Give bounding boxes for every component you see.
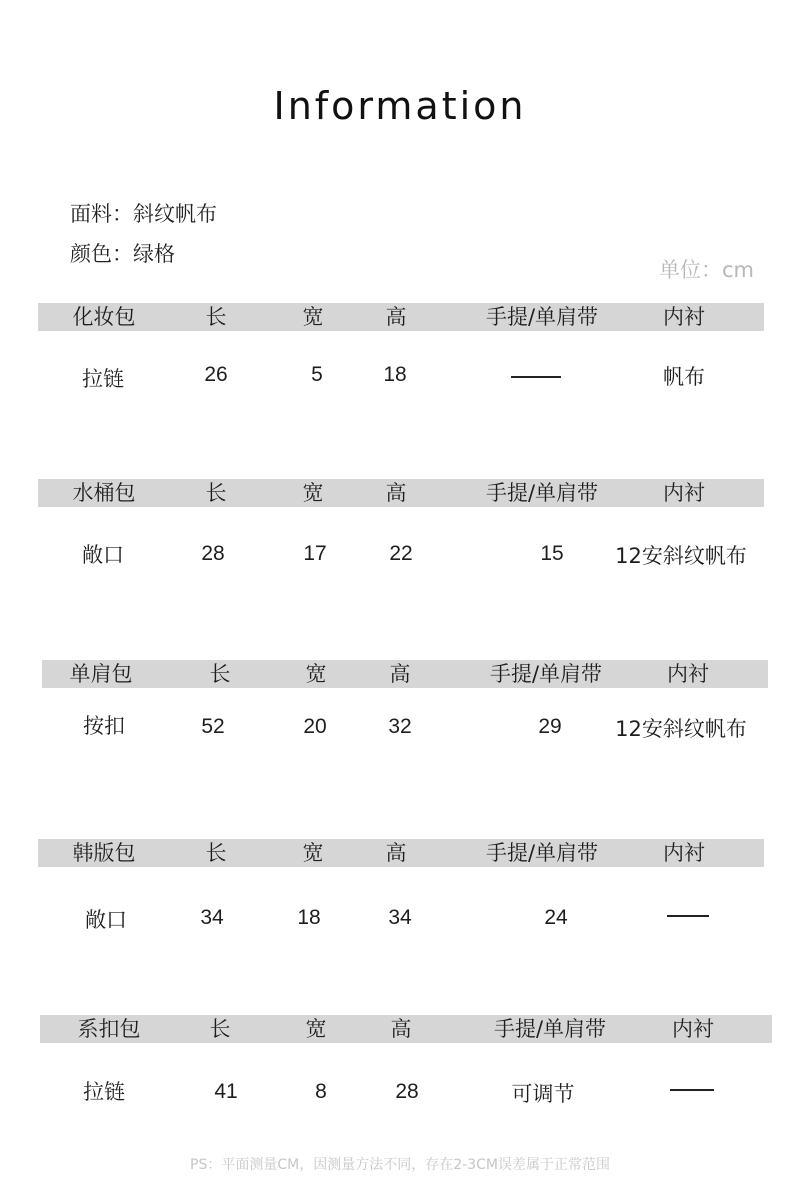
- value-closure: 按扣: [83, 714, 125, 738]
- fabric-info: 面料：斜纹帆布: [70, 202, 217, 226]
- header-bag-type: 韩版包: [72, 841, 136, 865]
- value-height: 32: [388, 715, 412, 738]
- page-title: Information: [273, 84, 527, 128]
- header-strap: 手提/单肩带: [485, 841, 599, 865]
- header-strap: 手提/单肩带: [485, 481, 599, 505]
- value-width: 8: [315, 1080, 327, 1103]
- value-height: 28: [395, 1080, 419, 1103]
- value-closure: 敞口: [82, 543, 124, 567]
- header-lining: 内衬: [672, 1017, 714, 1041]
- value-closure: 拉链: [83, 1080, 125, 1104]
- spec-table-shoulder-bag: [0, 660, 800, 780]
- value-length: 52: [201, 715, 225, 738]
- header-lining: 内衬: [663, 841, 705, 865]
- value-strap-dash: [511, 376, 561, 378]
- value-height: 22: [389, 542, 413, 565]
- footer-note: PS：平面测量CM，因测量方法不同，存在2-3CM误差属于正常范围: [190, 1157, 610, 1173]
- unit-label: 单位：cm: [658, 258, 754, 282]
- spec-table-korean-bag: [0, 839, 800, 959]
- header-strap: 手提/单肩带: [489, 662, 603, 686]
- value-length: 28: [201, 542, 225, 565]
- spec-table-bucket-bag: [0, 479, 800, 599]
- value-width: 17: [303, 542, 327, 565]
- value-length: 26: [204, 363, 228, 386]
- header-width: 宽: [302, 481, 324, 505]
- header-height: 高: [385, 305, 407, 329]
- header-width: 宽: [305, 1017, 327, 1041]
- header-height: 高: [390, 1017, 412, 1041]
- spec-table-button-bag: [0, 1015, 800, 1135]
- header-strap: 手提/单肩带: [493, 1017, 607, 1041]
- header-lining: 内衬: [663, 481, 705, 505]
- value-length: 41: [214, 1080, 238, 1103]
- header-bag-type: 系扣包: [77, 1017, 141, 1041]
- header-width: 宽: [302, 305, 324, 329]
- value-width: 20: [303, 715, 327, 738]
- header-length: 长: [205, 481, 227, 505]
- header-height: 高: [385, 481, 407, 505]
- value-height: 18: [383, 363, 407, 386]
- value-strap: 可调节: [511, 1082, 575, 1106]
- spec-table-makeup-bag: [0, 303, 800, 423]
- header-length: 长: [205, 841, 227, 865]
- header-height: 高: [389, 662, 411, 686]
- value-height: 34: [388, 906, 412, 929]
- value-strap: 24: [544, 906, 568, 929]
- value-lining-dash: [667, 915, 709, 917]
- header-height: 高: [385, 841, 407, 865]
- value-lining: 12安斜纹帆布: [615, 717, 747, 741]
- header-bag-type: 化妆包: [72, 305, 136, 329]
- color-info: 颜色：绿格: [70, 242, 175, 266]
- value-strap: 15: [540, 542, 564, 565]
- header-width: 宽: [305, 662, 327, 686]
- value-length: 34: [200, 906, 224, 929]
- value-lining: 12安斜纹帆布: [615, 544, 747, 568]
- header-lining: 内衬: [667, 662, 709, 686]
- header-bag-type: 单肩包: [69, 662, 133, 686]
- value-strap: 29: [538, 715, 562, 738]
- value-closure: 拉链: [82, 367, 124, 391]
- header-width: 宽: [302, 841, 324, 865]
- header-length: 长: [209, 1017, 231, 1041]
- header-strap: 手提/单肩带: [485, 305, 599, 329]
- header-lining: 内衬: [663, 305, 705, 329]
- value-closure: 敞口: [85, 908, 127, 932]
- header-bag-type: 水桶包: [72, 481, 136, 505]
- header-length: 长: [209, 662, 231, 686]
- value-lining-dash: [670, 1089, 714, 1091]
- value-width: 18: [297, 906, 321, 929]
- value-lining: 帆布: [663, 365, 705, 389]
- value-width: 5: [311, 363, 323, 386]
- header-length: 长: [205, 305, 227, 329]
